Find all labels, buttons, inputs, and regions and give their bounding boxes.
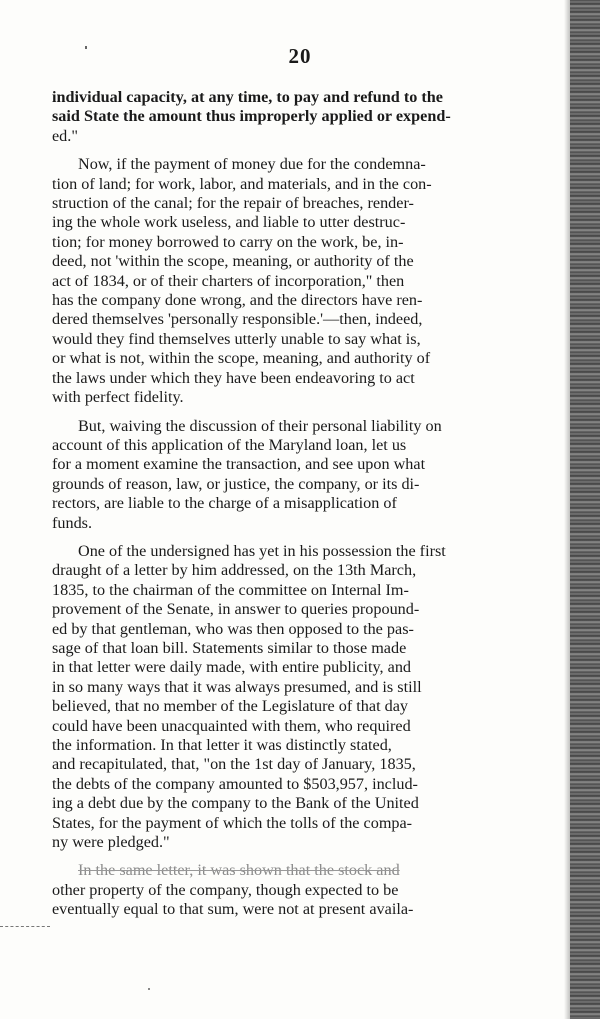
text-line: States, for the payment of which the tolls of the compa- (52, 813, 413, 832)
text-line: tion; for money borrowed to carry on the work, be, in- (52, 232, 404, 251)
text-line: has the company done wrong, and the directors have ren- (52, 291, 423, 310)
text-line: act of 1834, or of their charters of incorporation," then (52, 271, 405, 290)
text-line: One of the undersigned has yet in his possession the first (78, 541, 446, 560)
text-line: dered themselves 'personally responsible.'—then, indeed, (52, 310, 423, 329)
text-line: draught of a letter by him addressed, on the 13th March, (52, 561, 417, 580)
text-line: the laws under which they have been endeavoring to act (52, 368, 415, 387)
text-line: eventually equal to that sum, were not at present availa- (52, 900, 414, 919)
body-text (52, 88, 560, 929)
text-line: and recapitulated, that, "on the 1st day of January, 1835, (52, 755, 416, 774)
text-line: account of this application of the Maryland loan, let us (52, 435, 407, 454)
text-line: ny were pledged." (52, 833, 170, 852)
text-line: with perfect fidelity. (52, 388, 184, 407)
text-line: other property of the company, though expected to be (52, 880, 399, 899)
text-line: ed by that gentleman, who was then opposed to the pas- (52, 619, 414, 638)
scan-speck (148, 988, 150, 990)
text-line: or what is not, within the scope, meaning, and authority of (52, 349, 431, 368)
text-line: could have been unacquainted with them, who required (52, 716, 411, 735)
text-line: struction of the canal; for the repair of breaches, render- (52, 194, 414, 213)
margin-dash-mark (0, 926, 50, 929)
text-line: the information. In that letter it was distinctly stated, (52, 736, 392, 754)
page-binding-edge (570, 0, 600, 1019)
text-line: said State the amount thus improperly applied or expend- (52, 107, 451, 126)
text-line: believed, that no member of the Legislature of that day (52, 697, 408, 716)
text-line: for a moment examine the transaction, and see upon what (52, 455, 426, 474)
paragraph (52, 542, 560, 853)
text-line: rectors, are liable to the charge of a misapplication of (52, 494, 397, 513)
page-number: 20 (288, 44, 312, 68)
text-line: 1835, to the chairman of the committee on Internal Im- (52, 580, 409, 599)
paragraph (52, 155, 560, 407)
text-line: funds. (52, 513, 93, 532)
text-line: ed." (52, 126, 78, 145)
text-line: ing the whole work useless, and liable to utter destruc- (52, 213, 406, 232)
paragraph (52, 417, 560, 533)
text-line: In the same letter, it was shown that the stock and (78, 861, 400, 880)
text-line: But, waiving the discussion of their personal liability on (78, 416, 442, 435)
text-line: would they find themselves utterly unable to say what is, (52, 329, 421, 348)
paragraph (52, 88, 560, 146)
text-line: grounds of reason, law, or justice, the company, or its di- (52, 474, 420, 493)
text-line: deed, not 'within the scope, meaning, or authority of the (52, 252, 414, 271)
text-line: individual capacity, at any time, to pay and refund to the (52, 88, 443, 106)
text-line: Now, if the payment of money due for the condemna- (78, 155, 426, 174)
text-line: provement of the Senate, in answer to queries propound- (52, 600, 420, 619)
paragraph (52, 861, 560, 919)
text-line: in that letter were daily made, with entire publicity, and (52, 658, 412, 677)
text-line: ing a debt due by the company to the Bank of the United (52, 794, 419, 813)
text-line: in so many ways that it was always presumed, and is still (52, 677, 422, 696)
text-line: the debts of the company amounted to $503,957, includ- (52, 774, 418, 793)
text-line: tion of land; for work, labor, and materials, and in the con- (52, 174, 432, 193)
text-line: sage of that loan bill. Statements similar to those made (52, 638, 407, 657)
